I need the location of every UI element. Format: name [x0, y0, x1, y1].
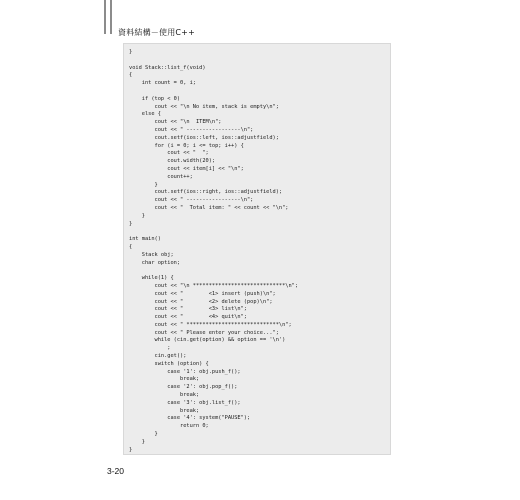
- chapter-title: 資料結構－使用C++: [118, 28, 195, 37]
- code-line: for (i = 0; i <= top; i++) {: [129, 142, 244, 149]
- page-number: 3-20: [107, 466, 125, 476]
- code-line: while (cin.get(option) && option == '\n'): [129, 337, 286, 344]
- code-listing: [129, 49, 298, 454]
- code-line: cout << " *****************************\n";: [129, 321, 292, 328]
- code-line: }: [129, 431, 158, 438]
- code-line: }: [129, 220, 133, 227]
- code-line: ;: [129, 345, 171, 352]
- code-line: [129, 267, 298, 275]
- code-line: cout << " -----------------\n";: [129, 126, 254, 133]
- code-line: cout << " <2> delete (pop)\n";: [129, 298, 273, 305]
- code-line: cout.setf(ios::left, ios::adjustfield);: [129, 134, 279, 141]
- code-line: switch (option) {: [129, 360, 209, 367]
- code-line: cout << "\n ITEM\n";: [129, 119, 222, 126]
- code-line: count++;: [129, 173, 193, 180]
- code-line: }: [129, 212, 145, 219]
- code-line: break;: [129, 392, 200, 399]
- code-line: cout << " <4> quit\n";: [129, 314, 247, 321]
- code-line: {: [129, 243, 133, 250]
- code-line: case '2': obj.pop_f();: [129, 384, 238, 391]
- code-line: }: [129, 438, 145, 445]
- code-line: return 0;: [129, 423, 209, 430]
- code-line: void Stack::list_f(void): [129, 64, 206, 71]
- code-line: }: [129, 49, 133, 55]
- code-line: cout << "\n *****************************\n";: [129, 282, 299, 289]
- code-line: {: [129, 72, 133, 79]
- code-line: cin.get();: [129, 353, 187, 360]
- code-line: if (top < 0): [129, 95, 181, 102]
- code-line: int main(): [129, 236, 161, 243]
- code-line: break;: [129, 376, 200, 383]
- code-line: case '3': obj.list_f();: [129, 399, 241, 406]
- code-line: cout << item[i] << "\n";: [129, 165, 244, 172]
- header-rule-left: [104, 0, 106, 34]
- code-line: cout << " Total item: " << count << "\n";: [129, 204, 289, 211]
- code-line: while(1) {: [129, 275, 174, 282]
- code-line: cout.setf(ios::right, ios::adjustfield);: [129, 189, 283, 196]
- code-line: cout << " ";: [129, 150, 209, 157]
- code-line: else {: [129, 111, 161, 118]
- code-line: }: [129, 181, 158, 188]
- code-line: break;: [129, 407, 200, 414]
- code-line: }: [129, 446, 133, 453]
- code-line: cout << "\n No item, stack is empty\n";: [129, 103, 279, 110]
- code-line: Stack obj;: [129, 251, 174, 258]
- code-line: [129, 228, 298, 236]
- code-line: cout << " <3> list\n";: [129, 306, 247, 313]
- code-line: cout.width(20);: [129, 158, 216, 165]
- code-line: [129, 88, 298, 96]
- code-line: [129, 57, 298, 65]
- code-line: char option;: [129, 259, 181, 266]
- header-rule-right: [110, 0, 112, 34]
- code-line: cout << " <1> insert (push)\n";: [129, 290, 276, 297]
- code-listing-box: [123, 43, 391, 455]
- code-line: case '4': system("PAUSE");: [129, 415, 251, 422]
- code-line: int count = 0, i;: [129, 80, 196, 87]
- code-line: cout << " Please enter your choice...";: [129, 329, 279, 336]
- code-line: cout << " -----------------\n";: [129, 197, 254, 204]
- code-line: case '1': obj.push_f();: [129, 368, 241, 375]
